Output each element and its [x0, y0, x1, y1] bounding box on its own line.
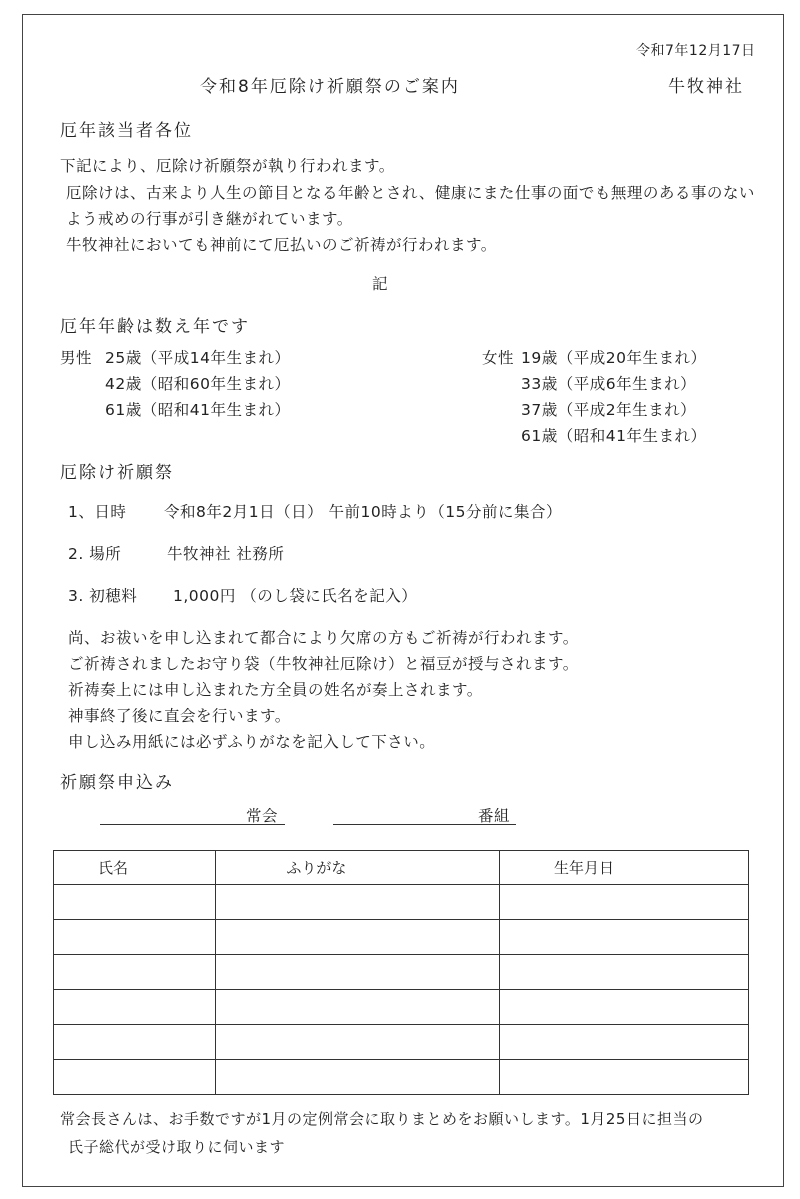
male-age: 42歳（昭和60年生まれ）	[105, 375, 291, 393]
note-line: 神事終了後に直会を行います。	[68, 707, 291, 725]
intro-line: 厄除けは、古来より人生の節目となる年齢とされ、健康にまた仕事の面でも無理のある事のない	[66, 184, 755, 202]
furigana-cell[interactable]	[216, 920, 500, 955]
ceremony-heading: 厄除け祈願祭	[60, 463, 174, 483]
birthdate-cell[interactable]	[500, 1025, 749, 1060]
kumi-label: 番組	[478, 807, 511, 825]
birthdate-cell[interactable]	[500, 1060, 749, 1095]
name-cell[interactable]	[54, 920, 216, 955]
intro-line: よう戒めの行事が引き継がれています。	[66, 210, 353, 228]
ki-heading: 記	[372, 275, 389, 293]
furigana-cell[interactable]	[216, 990, 500, 1025]
birthdate-cell[interactable]	[500, 990, 749, 1025]
male-label: 男性	[60, 349, 93, 367]
item-label: 2. 場所	[68, 545, 122, 563]
item-value: 令和8年2月1日（日） 午前10時より（15分前に集合）	[164, 503, 562, 521]
female-age: 37歳（平成2年生まれ）	[521, 401, 697, 419]
note-line: 祈祷奏上には申し込まれた方全員の姓名が奏上されます。	[68, 681, 483, 699]
intro-line: 牛牧神社においても神前にて厄払いのご祈祷が行われます。	[66, 236, 497, 254]
name-cell[interactable]	[54, 885, 216, 920]
intro-line: 下記により、厄除け祈願祭が執り行われます。	[60, 157, 395, 175]
table-row	[54, 1025, 749, 1060]
name-cell[interactable]	[54, 955, 216, 990]
date: 令和7年12月17日	[636, 43, 756, 59]
female-age: 19歳（平成20年生まれ）	[521, 349, 707, 367]
name-cell[interactable]	[54, 1060, 216, 1095]
footer-line: 常会長さんは、お手数ですが1月の定例常会に取りまとめをお願いします。1月25日に担当の	[60, 1110, 704, 1128]
item-value: 牛牧神社 社務所	[167, 545, 285, 563]
page-title: 令和8年厄除け祈願祭のご案内	[200, 77, 460, 97]
birthdate-cell[interactable]	[500, 955, 749, 990]
table-row	[54, 1060, 749, 1095]
table-row	[54, 955, 749, 990]
female-age: 61歳（昭和41年生まれ）	[521, 427, 707, 445]
issuer: 牛牧神社	[668, 77, 744, 97]
male-age: 61歳（昭和41年生まれ）	[105, 401, 291, 419]
male-age: 25歳（平成14年生まれ）	[105, 349, 291, 367]
jokai-label: 常会	[246, 807, 279, 825]
item-label: 1、日時	[68, 503, 127, 521]
female-label: 女性	[482, 349, 515, 367]
birthdate-cell[interactable]	[500, 920, 749, 955]
item-label: 3. 初穂料	[68, 587, 138, 605]
birthdate-cell[interactable]	[500, 885, 749, 920]
header-name: 氏名	[54, 851, 216, 885]
name-cell[interactable]	[54, 1025, 216, 1060]
note-line: 申し込み用紙には必ずふりがなを記入して下さい。	[68, 733, 436, 751]
table-row	[54, 920, 749, 955]
application-table	[53, 850, 749, 1095]
addressee: 厄年該当者各位	[60, 121, 193, 141]
note-line: ご祈祷されましたお守り袋（牛牧神社厄除け）と福豆が授与されます。	[68, 655, 579, 673]
furigana-cell[interactable]	[216, 885, 500, 920]
female-age: 33歳（平成6年生まれ）	[521, 375, 697, 393]
header-furigana: ふりがな	[216, 851, 500, 885]
item-value: 1,000円 （のし袋に氏名を記入）	[173, 587, 418, 605]
table-row	[54, 990, 749, 1025]
table-header-row	[54, 851, 749, 885]
footer-line: 氏子総代が受け取りに伺います	[68, 1138, 286, 1156]
age-heading: 厄年年齢は数え年です	[60, 317, 250, 337]
furigana-cell[interactable]	[216, 1025, 500, 1060]
header-birthdate: 生年月日	[500, 851, 749, 885]
name-cell[interactable]	[54, 990, 216, 1025]
furigana-cell[interactable]	[216, 955, 500, 990]
table-row	[54, 885, 749, 920]
furigana-cell[interactable]	[216, 1060, 500, 1095]
form-heading: 祈願祭申込み	[60, 773, 174, 793]
note-line: 尚、お祓いを申し込まれて都合により欠席の方もご祈祷が行われます。	[68, 629, 579, 647]
